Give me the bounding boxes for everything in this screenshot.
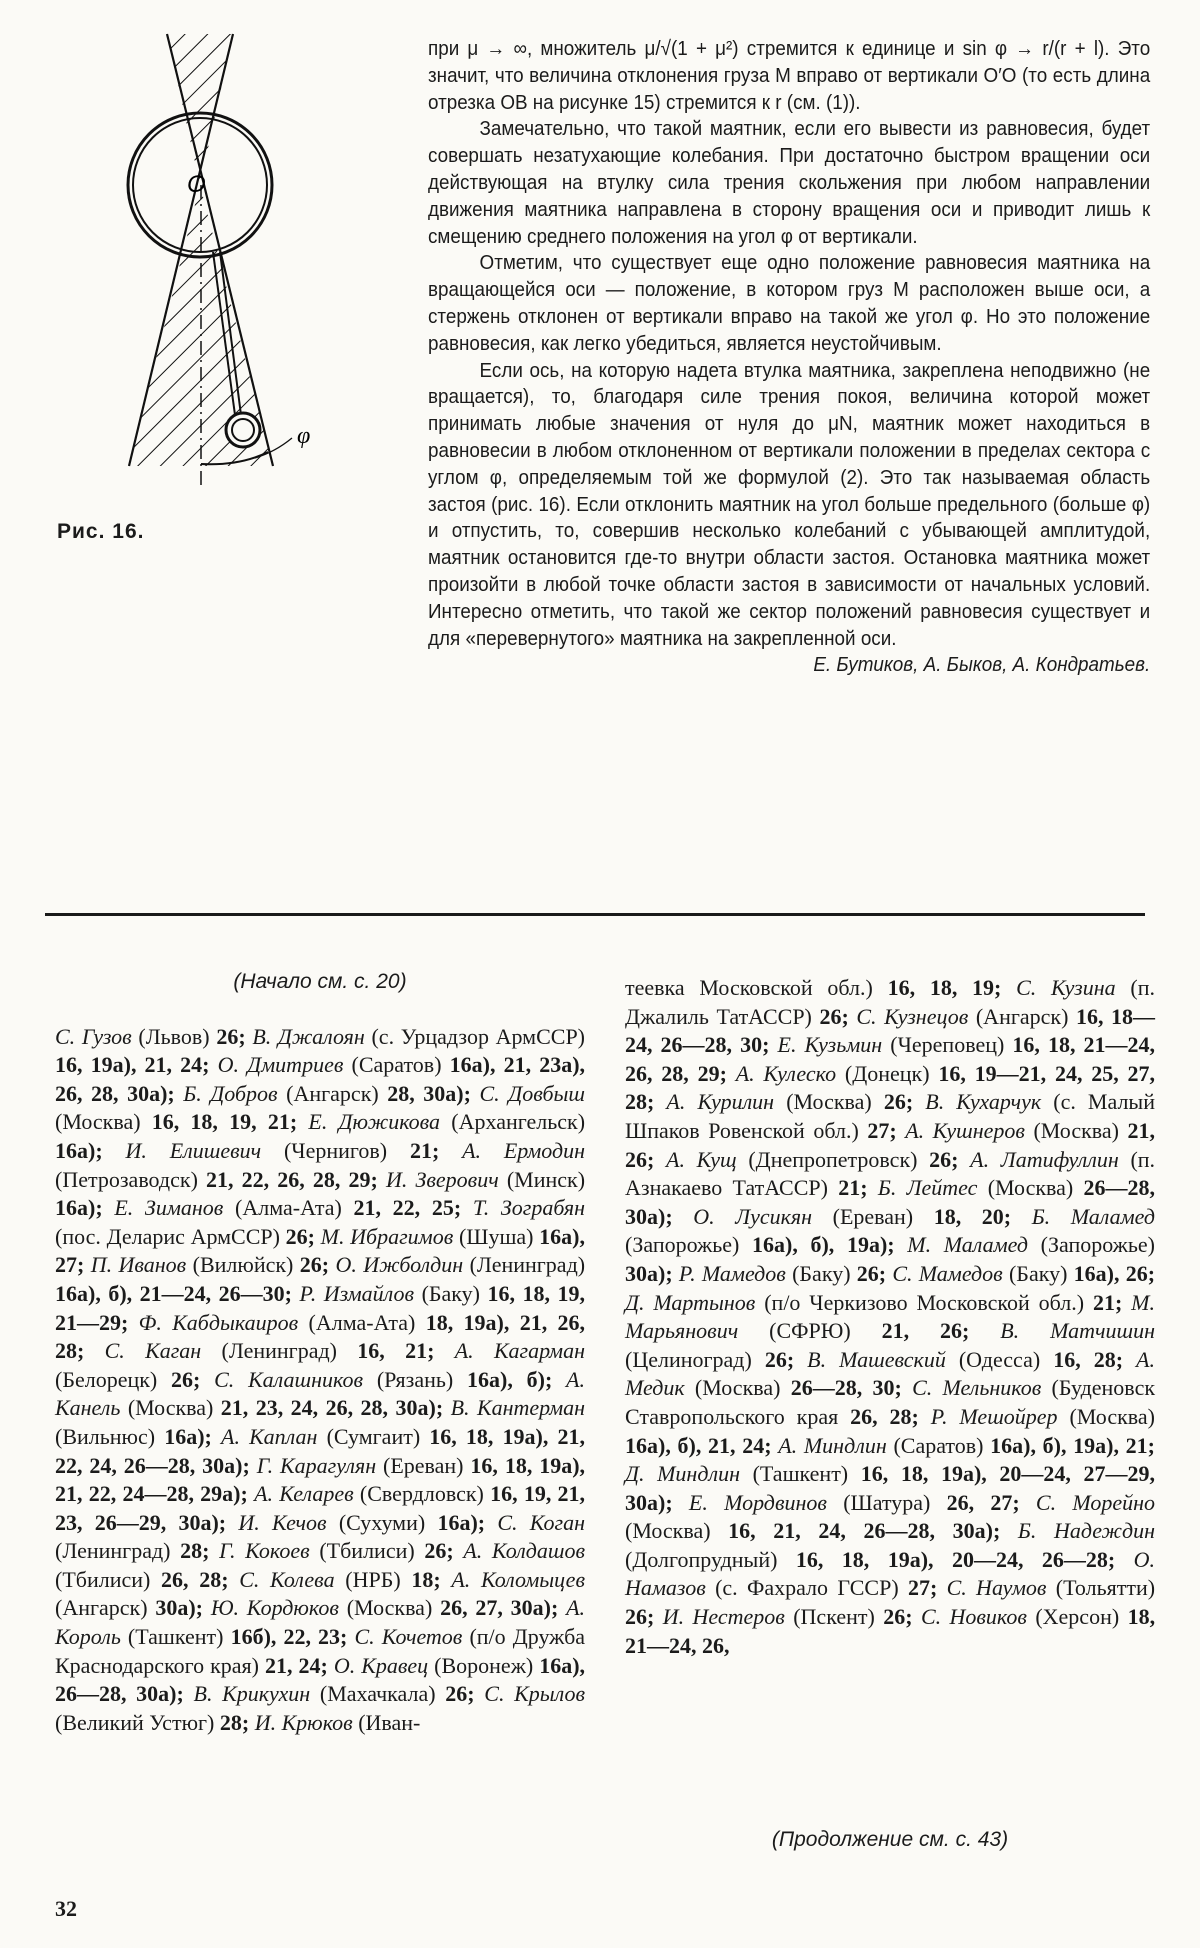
solver-name: П. Иванов xyxy=(90,1252,187,1278)
solver-place: (Запорожье) xyxy=(1040,1232,1155,1258)
solver-name: С. Наумов xyxy=(946,1575,1047,1601)
solver-pages: 16а); xyxy=(55,1137,103,1163)
solver-place: (Тбилиси) xyxy=(319,1538,415,1564)
solver-name: Е. Зиманов xyxy=(114,1195,224,1221)
solver-name: Б. Добров xyxy=(183,1080,278,1106)
solver-name: М. Маламед xyxy=(907,1232,1028,1258)
solver-place: (Саратов) xyxy=(351,1052,442,1078)
solver-place: (с. Малый Шпаков Ровенской обл.) xyxy=(625,1089,1155,1143)
solver-pages: 21, 23, 24, 26, 28, 30а); xyxy=(220,1395,444,1421)
solver-pages: 26; xyxy=(445,1681,475,1707)
solver-pages: 26; xyxy=(856,1260,887,1286)
solver-name: И. Кечов xyxy=(238,1509,327,1535)
solver-pages: 26—28, 30; xyxy=(790,1375,902,1401)
solver-pages: 27; xyxy=(907,1575,938,1601)
list-entry xyxy=(689,1490,1036,1515)
article-paragraph: Если ось, на которую надета втулка маятника, закреплена неподвижно (не вращается), то, благодаря силе трения покоя, величина которой может принимать любые значения от нуля до μN, маятник может находиться в равновесии в любом отклоненном от вертикали положении в пределах сектора с углом φ, определяемым той же формулой (2). Это так называемая область застоя (рис. 16). Если отклонить маятник на угол больше предельного (больше φ) и отпустить, то, совершив несколько колебаний с убывающей амплитудой, маятник остановится где-то внутри области застоя. Остановка маятника может произойти в любой точке области застоя в зависимости от начальных условий. Интересно отметить, что такой же сектор положений равновесия существует и для «перевернутого» маятника на закрепленной оси. xyxy=(428,358,1151,650)
solver-name: С. Коган xyxy=(497,1509,586,1535)
solver-place: теевка Московской обл.) xyxy=(625,975,873,1000)
list-entry xyxy=(125,1138,462,1163)
list-heading: (Начало см. с. 20) xyxy=(233,970,407,993)
solver-name: С. Мамедов xyxy=(892,1260,1003,1286)
solver-name: А. Кушнеров xyxy=(905,1117,1025,1143)
solver-name: А. Колдашов xyxy=(463,1538,586,1564)
solver-pages: 16, 21, 24, 26—28, 30а); xyxy=(728,1518,1001,1544)
solver-pages: 21, 26; xyxy=(625,1117,1156,1172)
solver-place: (Ереван) xyxy=(383,1452,464,1478)
list-entry xyxy=(183,1081,479,1106)
list-entry xyxy=(255,1710,421,1735)
solver-pages: 21, 24; xyxy=(265,1652,328,1678)
solver-pages: 26; xyxy=(764,1346,795,1372)
solver-place: (Ангарск) xyxy=(55,1595,148,1621)
solver-place: (Москва) xyxy=(346,1595,433,1621)
solver-pages: 21, 26; xyxy=(881,1318,970,1344)
solver-name: О. Кравец xyxy=(333,1652,429,1678)
solver-name: С. Калашников xyxy=(214,1366,364,1392)
list-entries-left xyxy=(55,1023,585,1738)
solver-name: Ю. Кордюков xyxy=(210,1595,339,1621)
solver-place: (Шуша) xyxy=(458,1223,534,1249)
solver-pages: 16, 18, 19а), 21, 22, 24, 26—28, 30а); xyxy=(55,1423,585,1478)
solver-name: Е. Дюжикова xyxy=(308,1109,441,1135)
solver-pages: 26; xyxy=(299,1252,330,1278)
solver-name: С. Морейно xyxy=(1035,1489,1156,1515)
solver-place: (Саратов) xyxy=(893,1432,984,1458)
solver-pages: 16, 18, 19а), 21, 22, 24—28, 29а); xyxy=(55,1452,586,1507)
list-entry xyxy=(114,1195,473,1220)
solver-place: (Одесса) xyxy=(958,1346,1041,1372)
section-divider xyxy=(45,913,1145,916)
solver-pages: 16, 18, 19; xyxy=(887,975,1002,1000)
solver-name: С. Крылов xyxy=(484,1681,586,1707)
solver-name: Е. Кузьмин xyxy=(777,1032,883,1058)
list-entry xyxy=(214,1367,566,1392)
solver-place: (Сумгаит) xyxy=(326,1423,421,1449)
list-entry xyxy=(238,1510,497,1535)
solver-name: О. Ижболдин xyxy=(335,1252,464,1278)
solver-name: И. Зверович xyxy=(385,1166,499,1192)
solver-pages: 16а), 21, 23а), 26, 28, 30а); xyxy=(55,1052,586,1106)
solver-place: (Петрозаводск) xyxy=(55,1166,198,1192)
list-column-right xyxy=(625,974,1155,1660)
list-entry xyxy=(666,1089,925,1114)
solver-place: (СФРЮ) xyxy=(769,1318,851,1344)
solver-pages: 16, 19а), 21, 24; xyxy=(55,1052,210,1078)
solver-pages: 16а), б), 21—24, 26—30; xyxy=(55,1280,292,1306)
solver-place: (Москва) xyxy=(694,1375,781,1401)
solver-name: В. Машевский xyxy=(807,1346,946,1372)
solver-pages: 16а); xyxy=(164,1423,212,1449)
solver-name: Р. Мешойрер xyxy=(930,1403,1058,1429)
solver-pages: 26; xyxy=(171,1366,201,1392)
solver-name: В. Джалоян xyxy=(252,1023,365,1049)
solver-pages: 27; xyxy=(867,1117,897,1143)
solver-pages: 21, 22, 26, 28, 29; xyxy=(206,1166,378,1192)
figure-16-dead-zone-diagram xyxy=(40,20,380,500)
solver-place: (Чернигов) xyxy=(283,1137,388,1163)
solver-pages: 26, 27; xyxy=(946,1489,1020,1515)
solver-name: В. Крикухин xyxy=(193,1681,311,1707)
list-entry xyxy=(194,1681,485,1706)
solver-name: Р. Измайлов xyxy=(299,1280,415,1306)
solver-place: (Ангарск) xyxy=(286,1080,379,1106)
list-entry xyxy=(778,1433,1155,1458)
solver-name: В. Кантерман xyxy=(450,1395,586,1421)
solver-pages: 21; xyxy=(838,1175,868,1201)
solver-name: А. Кущ xyxy=(666,1146,737,1172)
solver-place: (Вильнюс) xyxy=(55,1423,156,1449)
list-entry xyxy=(892,1261,1155,1286)
solver-place: (Донецк) xyxy=(844,1060,930,1086)
solver-pages: 26; xyxy=(819,1003,849,1029)
pendulum-diagram-icon xyxy=(40,20,380,500)
solver-pages: 30а); xyxy=(625,1260,673,1286)
solver-place: (Шатура) xyxy=(843,1489,931,1515)
solver-place: (Москва) xyxy=(625,1518,711,1544)
solver-place: (Ереван) xyxy=(832,1203,914,1229)
article-paragraph: Замечательно, что такой маятник, если его вывести из равновесия, будет совершать незатухающие колебания. При достаточно быстром вращении оси действующая на втулку сила трения скольжения при любом направлении движения маятника направлена в сторону вращения оси и приводит лишь к смещению среднего положения на угол φ от вертикали. xyxy=(428,117,1151,248)
solver-name: В. Кухарчук xyxy=(925,1089,1042,1115)
solver-pages: 16а), 26—28, 30а); xyxy=(55,1652,586,1707)
list-entry xyxy=(807,1347,1136,1372)
solver-name: А. Король xyxy=(55,1595,586,1650)
solver-name: О. Намазов xyxy=(625,1546,1156,1601)
list-entries-right xyxy=(625,974,1155,1660)
solver-pages: 21; xyxy=(409,1137,440,1163)
solver-pages: 26; xyxy=(883,1604,913,1630)
solver-place: (Ангарск) xyxy=(975,1003,1069,1029)
solver-pages: 16а); xyxy=(55,1195,103,1221)
list-entry xyxy=(666,1147,970,1172)
solver-name: Д. Мартынов xyxy=(625,1289,756,1315)
solver-name: С. Мельников xyxy=(912,1375,1042,1401)
figure-caption: Рис. 16. xyxy=(57,520,145,543)
solver-place: (Белорецк) xyxy=(55,1366,158,1392)
list-entry xyxy=(239,1567,451,1592)
list-entry xyxy=(105,1338,455,1363)
solver-place: (Ленинград) xyxy=(55,1538,171,1564)
solver-pages: 26, 28; xyxy=(850,1403,919,1429)
solver-place: (НРБ) xyxy=(345,1566,401,1592)
solver-name: Г. Кокоев xyxy=(219,1538,310,1564)
solver-place: (Буденовск Ставропольского края xyxy=(625,1375,1156,1429)
solver-name: Е. Мордвинов xyxy=(688,1489,827,1515)
solver-place: (Целиноград) xyxy=(625,1346,752,1372)
solver-pages: 16, 18, 19а), 20—24, 26—28; xyxy=(795,1546,1116,1572)
solver-pages: 16а), б), 19а); xyxy=(752,1232,895,1258)
solver-pages: 16а), 27; xyxy=(55,1223,585,1278)
solver-pages: 26; xyxy=(424,1538,454,1564)
solver-name: О. Лусикян xyxy=(693,1203,813,1229)
solver-name: А. Келарев xyxy=(254,1481,354,1507)
solver-pages: 26; xyxy=(216,1023,246,1049)
solver-pages: 26—28, 30а); xyxy=(625,1175,1156,1229)
solver-place: (Баку) xyxy=(1008,1260,1068,1286)
solver-pages: 16, 21; xyxy=(357,1338,435,1364)
solver-pages: 16б), 22, 23; xyxy=(230,1624,348,1650)
solver-pages: 26; xyxy=(929,1146,959,1172)
solver-name: И. Елишевич xyxy=(125,1137,262,1163)
solver-place: (Иван- xyxy=(358,1709,421,1735)
list-entry xyxy=(219,1538,463,1563)
solver-pages: 16а), б); xyxy=(467,1366,553,1392)
solver-name: С. Довбыш xyxy=(479,1080,586,1106)
solver-name: А. Кулеско xyxy=(735,1060,837,1086)
solver-name: Р. Мамедов xyxy=(678,1260,786,1286)
article-paragraph: при μ → ∞, множитель μ/√(1 + μ²) стремится к единице и sin φ → r/(r + l). Это значит, что величина отклонения груза M вправо от вертикали O′O (то есть длина отрезка OB на рисунке 15) стремится к r (см. (1)). xyxy=(428,37,1151,114)
solver-name: А. Медик xyxy=(625,1346,1155,1401)
solver-place: (Череповец) xyxy=(890,1032,1005,1058)
list-entry xyxy=(693,1204,1031,1229)
solver-place: (п. Джалиль ТатАССР) xyxy=(625,975,1155,1029)
solver-place: (Сухуми) xyxy=(338,1509,426,1535)
solver-place: (Москва) xyxy=(987,1175,1074,1201)
solver-place: (Баку) xyxy=(792,1260,851,1286)
solver-name: С. Колева xyxy=(239,1566,335,1592)
solver-place: (Долгопрудный) xyxy=(625,1546,778,1572)
list-entry xyxy=(625,975,1016,1000)
solver-name: С. Кузнецов xyxy=(856,1003,969,1029)
solver-pages: 18, 21—24, 26, xyxy=(625,1604,1156,1658)
solver-name: А. Коломыцев xyxy=(451,1566,586,1592)
solver-pages: 16, 18, 19а), 20—24, 27—29, 30а); xyxy=(625,1461,1156,1515)
solver-pages: 16, 19—21, 24, 25, 27, 28; xyxy=(625,1060,1156,1115)
center-label: O xyxy=(187,171,206,198)
solver-name: А. Канель xyxy=(55,1366,585,1421)
solver-place: (Вилюйск) xyxy=(192,1252,294,1278)
solver-place: (Львов) xyxy=(138,1023,210,1049)
solver-place: (пос. Деларис АрмССР) xyxy=(55,1223,280,1249)
solver-place: (с. Урцадзор АрмССР) xyxy=(371,1023,586,1049)
solver-pages: 16, 18, 19, 21; xyxy=(151,1109,298,1135)
solver-place: (Свердловск) xyxy=(359,1481,484,1507)
solver-place: (Ленинград) xyxy=(469,1252,586,1278)
solver-name: И. Крюков xyxy=(254,1709,353,1735)
solver-pages: 16а), б), 21, 24; xyxy=(625,1432,772,1458)
solver-pages: 26; xyxy=(285,1223,315,1249)
solver-name: С. Кочетов xyxy=(354,1624,463,1650)
solver-name: Т. Зограбян xyxy=(472,1195,586,1221)
solver-place: (Херсон) xyxy=(1035,1604,1120,1630)
list-entry xyxy=(679,1261,892,1286)
solver-place: (Великий Устюг) xyxy=(55,1709,215,1735)
solver-pages: 16, 19, 21, 23, 26—29, 30а); xyxy=(55,1481,586,1535)
solver-name: Б. Надеждин xyxy=(1017,1518,1156,1544)
solver-pages: 26; xyxy=(883,1089,914,1115)
solver-name: О. Дмитриев xyxy=(217,1052,344,1078)
list-column-left xyxy=(55,968,585,1737)
solver-place: (п. Азнакаево ТатАССР) xyxy=(625,1146,1156,1201)
solver-pages: 21, 22, 25; xyxy=(353,1195,462,1221)
solver-pages: 16а), б), 19а), 21; xyxy=(990,1432,1155,1458)
solver-place: (Ташкент) xyxy=(127,1624,224,1650)
solver-name: А. Латифуллин xyxy=(970,1146,1119,1172)
solver-pages: 16, 18, 21—24, 26, 28, 29; xyxy=(625,1032,1156,1086)
solver-name: А. Миндлин xyxy=(778,1432,887,1458)
solver-place: (Архангельск) xyxy=(451,1109,586,1135)
solver-name: Ф. Кабдыкаиров xyxy=(138,1309,299,1335)
solver-place: (с. Фахрало ГССР) xyxy=(715,1575,899,1601)
list-entry xyxy=(211,1595,566,1620)
solver-place: (Рязань) xyxy=(376,1366,454,1392)
solver-pages: 16а), 26; xyxy=(1073,1260,1156,1286)
solver-place: (Москва) xyxy=(1033,1117,1119,1143)
solver-pages: 28, 30а); xyxy=(387,1080,471,1106)
solver-place: (Алма-Ата) xyxy=(308,1309,416,1335)
solver-pages: 18, 20; xyxy=(933,1203,1012,1229)
solver-place: (Махачкала) xyxy=(319,1681,436,1707)
solver-pages: 28; xyxy=(180,1538,210,1564)
solver-place: (Москва) xyxy=(786,1089,872,1115)
angle-label: φ xyxy=(297,423,311,449)
solver-name: А. Каплан xyxy=(221,1423,318,1449)
solver-place: (Тбилиси) xyxy=(55,1566,151,1592)
solver-name: А. Кагарман xyxy=(454,1338,586,1364)
solver-pages: 26, 28; xyxy=(161,1566,229,1592)
solver-place: (Москва) xyxy=(127,1395,214,1421)
solver-name: С. Новиков xyxy=(920,1604,1027,1630)
article-paragraph: Отметим, что существует еще одно положение равновесия маятника на вращающейся оси — положение, в котором груз M расположен выше оси, а стержень отклонен от вертикали вправо на такой же угол φ. Но это положение равновесия, как легко убедиться, является неустойчивым. xyxy=(428,251,1151,355)
solver-name: Б. Маламед xyxy=(1031,1203,1156,1229)
solver-name: С. Кузина xyxy=(1016,975,1116,1000)
solver-place: (Баку) xyxy=(421,1280,481,1306)
list-entry xyxy=(625,1290,1131,1315)
solver-name: И. Нестеров xyxy=(662,1604,785,1630)
solver-place: (Алма-Ата) xyxy=(235,1195,342,1221)
solver-name: Б. Лейтес xyxy=(877,1175,978,1201)
solver-place: (Москва) xyxy=(55,1109,141,1135)
solver-place: (Запорожье) xyxy=(625,1232,740,1258)
solver-name: С. Каган xyxy=(104,1338,202,1364)
solver-pages: 26; xyxy=(625,1604,655,1630)
solver-place: (п/о Дружба Краснодарского края) xyxy=(55,1624,586,1678)
continued-note: (Продолжение см. с. 43) xyxy=(771,1828,1009,1851)
solver-pages: 16, 28; xyxy=(1053,1346,1124,1372)
solver-pages: 18; xyxy=(411,1566,441,1592)
solver-name: В. Матчишин xyxy=(1000,1318,1155,1344)
solver-place: (Ташкент) xyxy=(752,1461,849,1487)
solver-place: (Ленинград) xyxy=(221,1338,337,1364)
solver-name: Д. Миндлин xyxy=(625,1461,740,1487)
solver-place: (п/о Черкизово Московской обл.) xyxy=(764,1289,1085,1315)
solver-name: С. Гузов xyxy=(55,1023,132,1049)
article-signature: Е. Бутиков, А. Быков, А. Кондратьев. xyxy=(813,653,1151,677)
solver-pages: 16, 18—24, 26—28, 30; xyxy=(625,1003,1156,1058)
solver-place: (Минск) xyxy=(506,1166,586,1192)
solver-pages: 26, 27, 30а); xyxy=(440,1595,559,1621)
solver-pages: 21; xyxy=(1092,1289,1123,1315)
solver-place: (Воронеж) xyxy=(434,1652,534,1678)
solver-place: (Днепропетровск) xyxy=(748,1146,918,1172)
solver-name: М. Марьянович xyxy=(625,1289,1155,1344)
page-number: 32 xyxy=(55,1896,77,1921)
solver-name: Г. Карагулян xyxy=(256,1452,377,1478)
solver-place: (Пскент) xyxy=(793,1604,875,1630)
solver-pages: 16, 18, 19, 21—29; xyxy=(55,1280,586,1335)
solver-name: М. Ибрагимов xyxy=(320,1223,454,1249)
list-entry xyxy=(663,1604,921,1629)
article-body xyxy=(428,36,1150,679)
list-entry xyxy=(91,1252,336,1277)
solver-pages: 16а); xyxy=(437,1509,486,1535)
solver-place: (Тольятти) xyxy=(1055,1575,1156,1601)
solver-place: (Москва) xyxy=(1069,1403,1155,1429)
solver-name: А. Курилин xyxy=(666,1089,775,1115)
solver-pages: 28; xyxy=(219,1709,250,1735)
solver-pages: 30а); xyxy=(155,1595,204,1621)
solver-name: А. Ермодин xyxy=(462,1137,585,1163)
solver-pages: 18, 19а), 21, 26, 28; xyxy=(55,1309,586,1364)
list-entry xyxy=(55,1024,252,1049)
